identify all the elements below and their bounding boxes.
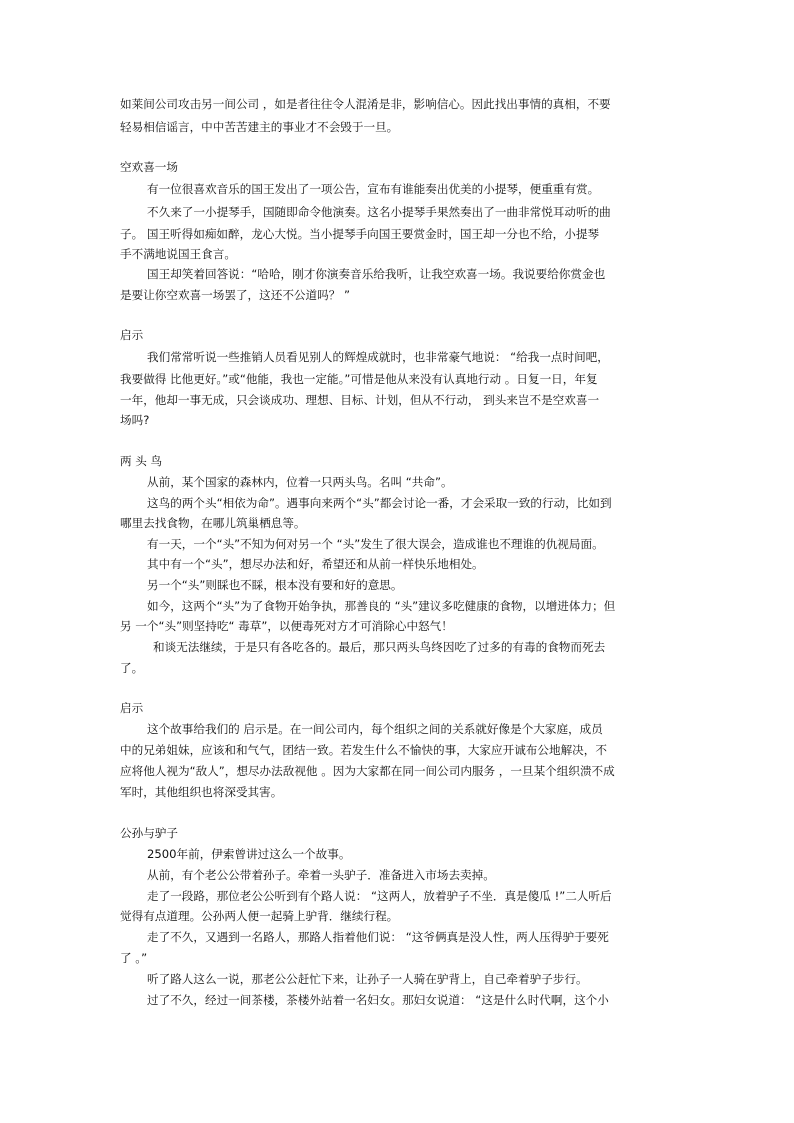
text-line: 军时，其他组织也将深受其害。	[120, 785, 283, 799]
text-line: 走了一段路，那位老公公听到有个路人说： “这两人，放着驴子不坐．真是傻瓜 !”二人听后	[147, 889, 612, 903]
text-line: 是要让你空欢喜一场罢了，这还不公道吗？ ”	[120, 288, 350, 302]
text-line: 有一天，一个“头”不知为何对另一个 “头”发生了很大误会，造成谁也不理谁的仇视局面。	[147, 537, 604, 551]
text-line: 不久来了一小提琴手，国随即命令他演奏。这名小提琴手果然奏出了一曲非常悦耳动听的曲	[147, 205, 611, 219]
text-line: 这个故事给我们的 启示是。在一间公司内，每个组织之间的关系就好像是个大家庭，成员	[147, 722, 603, 736]
section-heading: 两 头 鸟	[120, 454, 163, 468]
text-line: 2500年前，伊索曾讲过这么一个故事。	[147, 847, 351, 861]
section-heading: 启示	[120, 701, 144, 715]
text-line: 我要做得 比他更好。”或“他能，我也一定能。”可惜是他从来没有认真地行动 。日复一日，年复	[120, 372, 598, 386]
text-line: 走了不久，又遇到一名路人，那路人指着他们说： “这爷俩真是没人性，两人压得驴于要死	[147, 930, 609, 944]
text-line: 其中有一个“头”，想尽办法和好，希望还和从前一样快乐地相处。	[147, 557, 484, 571]
text-line: 另 一个“头”则坚持吃“ 毒草”，以便毒死对方才可消除心中怒气！	[120, 619, 453, 633]
text-line: 如莱间公司攻击另一间公司 ，如是者往往令人混淆是非，影响信心。因此找出事情的真相，不要	[120, 97, 611, 111]
section-heading: 启示	[120, 328, 144, 342]
text-line: 和谈无法继续，于是只有各吃各的。最后，那只两头鸟终因吃了过多的有毒的食物而死去	[153, 640, 606, 654]
text-line: 我们常常听说一些推销人员看见别人的辉煌成就时，也非常豪气地说： “给我一点时间吧，	[147, 350, 609, 364]
text-line: 过了不久，经过一间茶楼，茶楼外站着一名妇女。那妇女说道： “这是什么时代啊，这个小	[147, 993, 609, 1007]
text-line: 轻易相信谣言，中中苦苦建主的事业才不会毁于一旦。	[120, 120, 399, 134]
text-line: 应将他人视为“敌人”，想尽办法敌视他 。因为大家都在同一间公司内服务 ，一旦某个组织溃不成	[120, 764, 615, 778]
text-line: 手不满地说国王食言。	[120, 247, 236, 261]
text-line: 这鸟的两个头“相依为命”。遇事向来两个“头”都会讨论一番，才会采取一致的行动，比如到	[147, 496, 612, 510]
text-line: 从前，有个老公公带着孙子。牵着一头驴子．准备进入市场去卖掉。	[147, 868, 495, 882]
text-line: 了 。”	[120, 951, 148, 965]
text-line: 一年，他却一事无成，只会谈成功、理想、目标、计划，但从不行动， 到头来岂不是空欢喜一	[120, 393, 600, 407]
section-heading: 公孙与驴子	[120, 826, 178, 840]
text-line: 另一个“头”则睬也不睬，根本没有要和好的意思。	[147, 578, 403, 592]
text-line: 国王却笑着回答说：“哈哈，刚才你演奏音乐给我听，让我空欢喜一场。我说要给你赏金也	[147, 267, 606, 281]
text-line: 中的兄弟姐妹，应该和和气气，团结一致。若发生什么不愉快的事，大家应开诚布公地解决，不	[120, 743, 607, 757]
text-line: 觉得有点道理。公孙两人便一起骑上驴背．继续行程。	[120, 909, 399, 923]
section-heading: 空欢喜一场	[120, 160, 178, 174]
text-line: 子。 国王听得如痴如醉，龙心大悦。当小提琴手向国王要赏金时，国王却一分也不给，小提琴	[120, 227, 600, 241]
text-line: 有一位很喜欢音乐的国王发出了一项公告，宣布有谁能奏出优美的小提琴，便重重有赏。	[147, 182, 600, 196]
text-line: 从前，某个国家的森林内，位着一只两头鸟。名叫 “共命”。	[147, 475, 453, 489]
text-line: 了。	[120, 661, 144, 675]
text-line: 如今，这两个“头”为了食物开始争执，那善良的 “头”建议多吃健康的食物，以增进体力；但	[147, 599, 616, 613]
text-line: 听了路人这么一说，那老公公赶忙下来，让孙子一人骑在驴背上，自己牵着驴子步行。	[147, 972, 588, 986]
text-line: 哪里去找食物，在哪儿筑巢栖息等。	[120, 516, 306, 530]
text-line: 场吗?	[120, 413, 150, 427]
